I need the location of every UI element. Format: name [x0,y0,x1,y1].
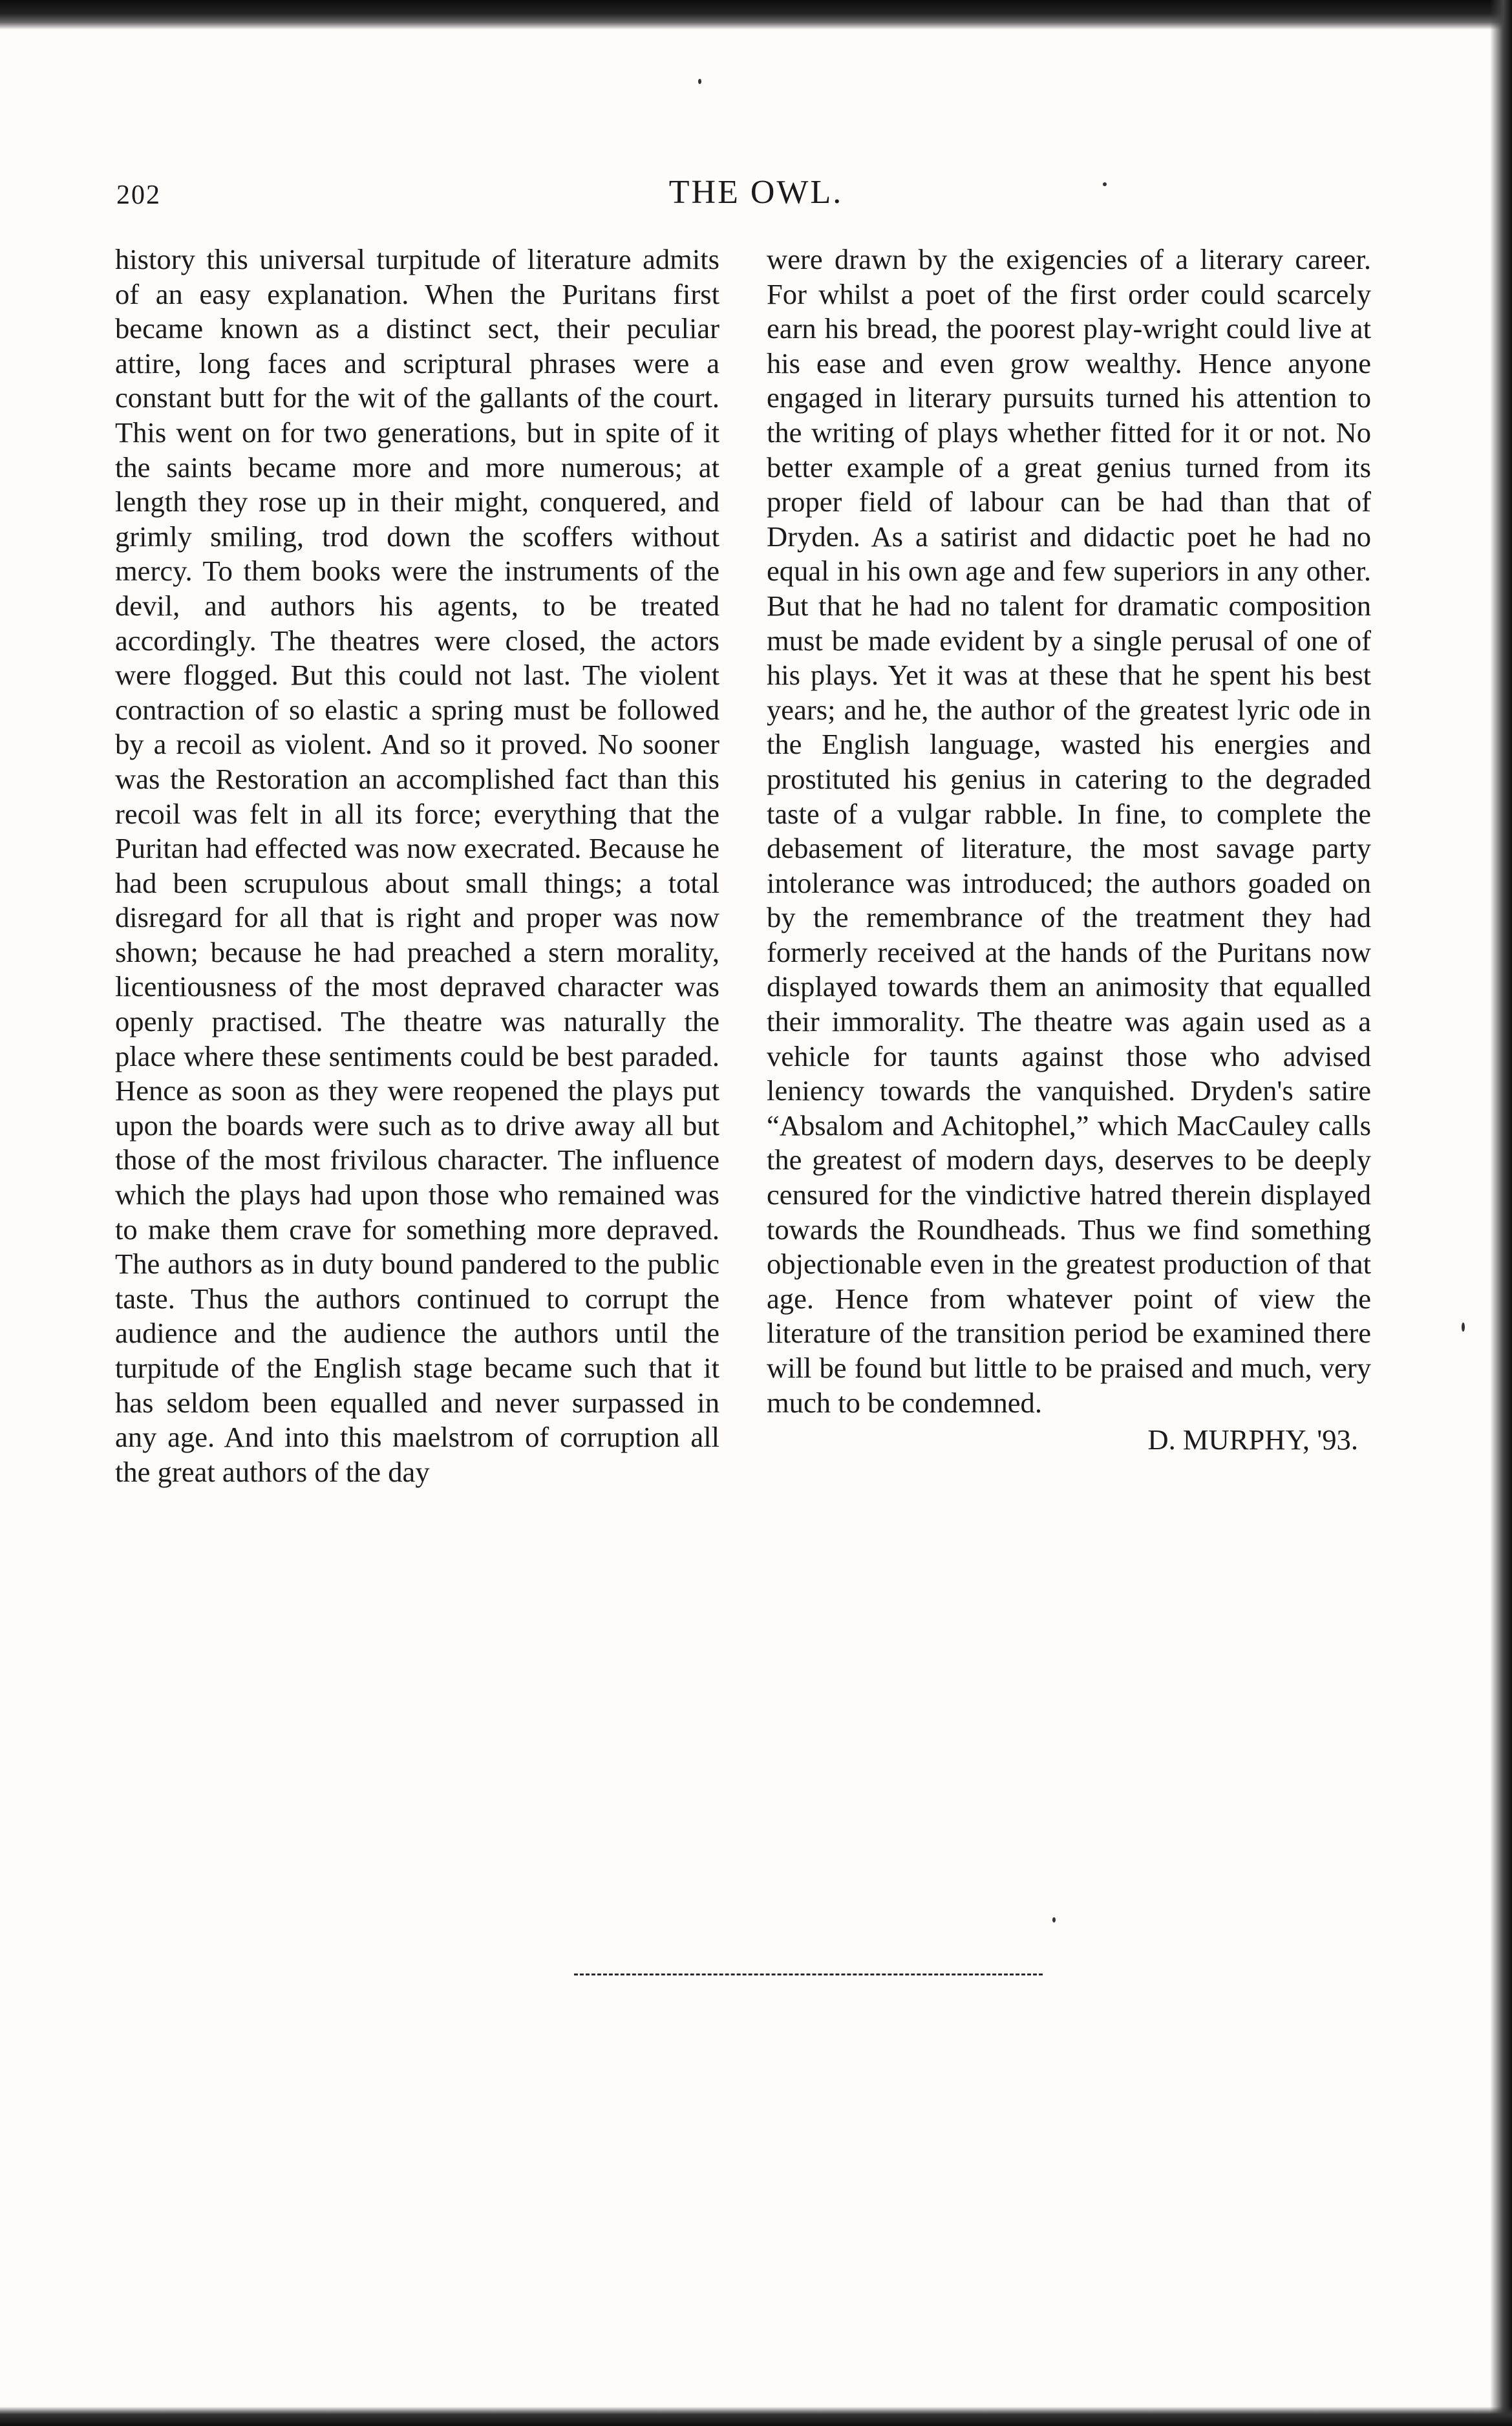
scan-speck [1052,1917,1056,1922]
page-number: 202 [116,180,161,210]
scan-speck [1462,1323,1465,1332]
scan-speck [698,79,701,84]
scan-edge-right [1490,0,1512,2426]
right-column-text: were drawn by the exigencies of a literary career. For whilst a poet of the first order could scarcely earn his bread, the poorest play-wright could live at his ease and even grow wealthy. Hence anyone engaged in literary pursuits turned his attention to the writing of plays whether fitted for it or not. No better example of a great genius turned from its proper field of labour can be had than that of Dryden. As a satirist and didactic poet he had no equal in his own age and few superiors in any other. But that he had no talent for dramatic composition must be made evident by a single perusal of one of his plays. Yet it was at these that he spent his best years; and he, the author of the greatest lyric ode in the English language, wasted his energies and prostituted his genius in catering to the degraded taste of a vulgar rabble. In fine, to complete the debasement of literature, the most savage party intolerance was introduced; the authors goaded on by the remembrance of the treatment they had formerly received at the hands of the Puritans now displayed towards them an animosity that equalled their immorality. The theatre was again used as a vehicle for taunts against those who advised leniency towards the vanquished. Dryden's satire “Absalom and Achitophel,” which MacCauley calls the greatest of modern days, deserves to be deeply censured for the vindictive hatred therein displayed towards the Roundheads. Thus we find something objectionable even in the greatest production of that age. Hence from whatever point of view the literature of the transition period be examined there will be found but little to be praised and much, very much to be condemned. [767,243,1371,1419]
scan-edge-top [0,0,1512,30]
scan-speck [1103,182,1107,186]
left-column-text: history this universal turpitude of literature admits of an easy explanation. When the Puritans first became known as a distinct sect, their peculiar attire, long faces and scriptural phrases were a constant butt for the wit of the gallants of the court. This went on for two generations, but in spite of it the saints became more and more numerous; at length they rose up in their might, conquered, and grimly smiling, trod down the scoffers without mercy. To them books were the instruments of the devil, and authors his agents, to be treated accordingly. The theatres were closed, the actors were flogged. But this could not last. The violent contraction of so elastic a spring must be followed by a recoil as violent. And so it proved. No sooner was the Restoration an accomplished fact than this recoil was felt in all its force; everything that the Puritan had effected was now execrated. Because he had been scrupulous about small things; a total disregard for all that is right and proper was now shown; because he had preached a stern morality, licentiousness of the most depraved character was openly practised. The theatre was naturally the place where these sentiments could be best paraded. Hence as soon as they were reopened the plays put upon the boards were such as to drive away all but those of the most frivilous character. The influence which the plays had upon those who remained was to make them crave for something more depraved. The authors as in duty bound pandered to the public taste. Thus the authors continued to corrupt the audience and the audience the authors until the turpitude of the English stage became such that it has seldom been equalled and never surpassed in any age. And into this maelstrom of corruption all the great authors of the day [115,243,719,1488]
section-divider-rule [574,1974,1043,1975]
author-signature: D. MURPHY, '93. [1147,1423,1358,1456]
running-title: THE OWL. [668,174,844,211]
article-column-left [115,242,719,1489]
article-column-right [767,242,1371,1458]
scan-edge-bottom [0,2407,1512,2426]
